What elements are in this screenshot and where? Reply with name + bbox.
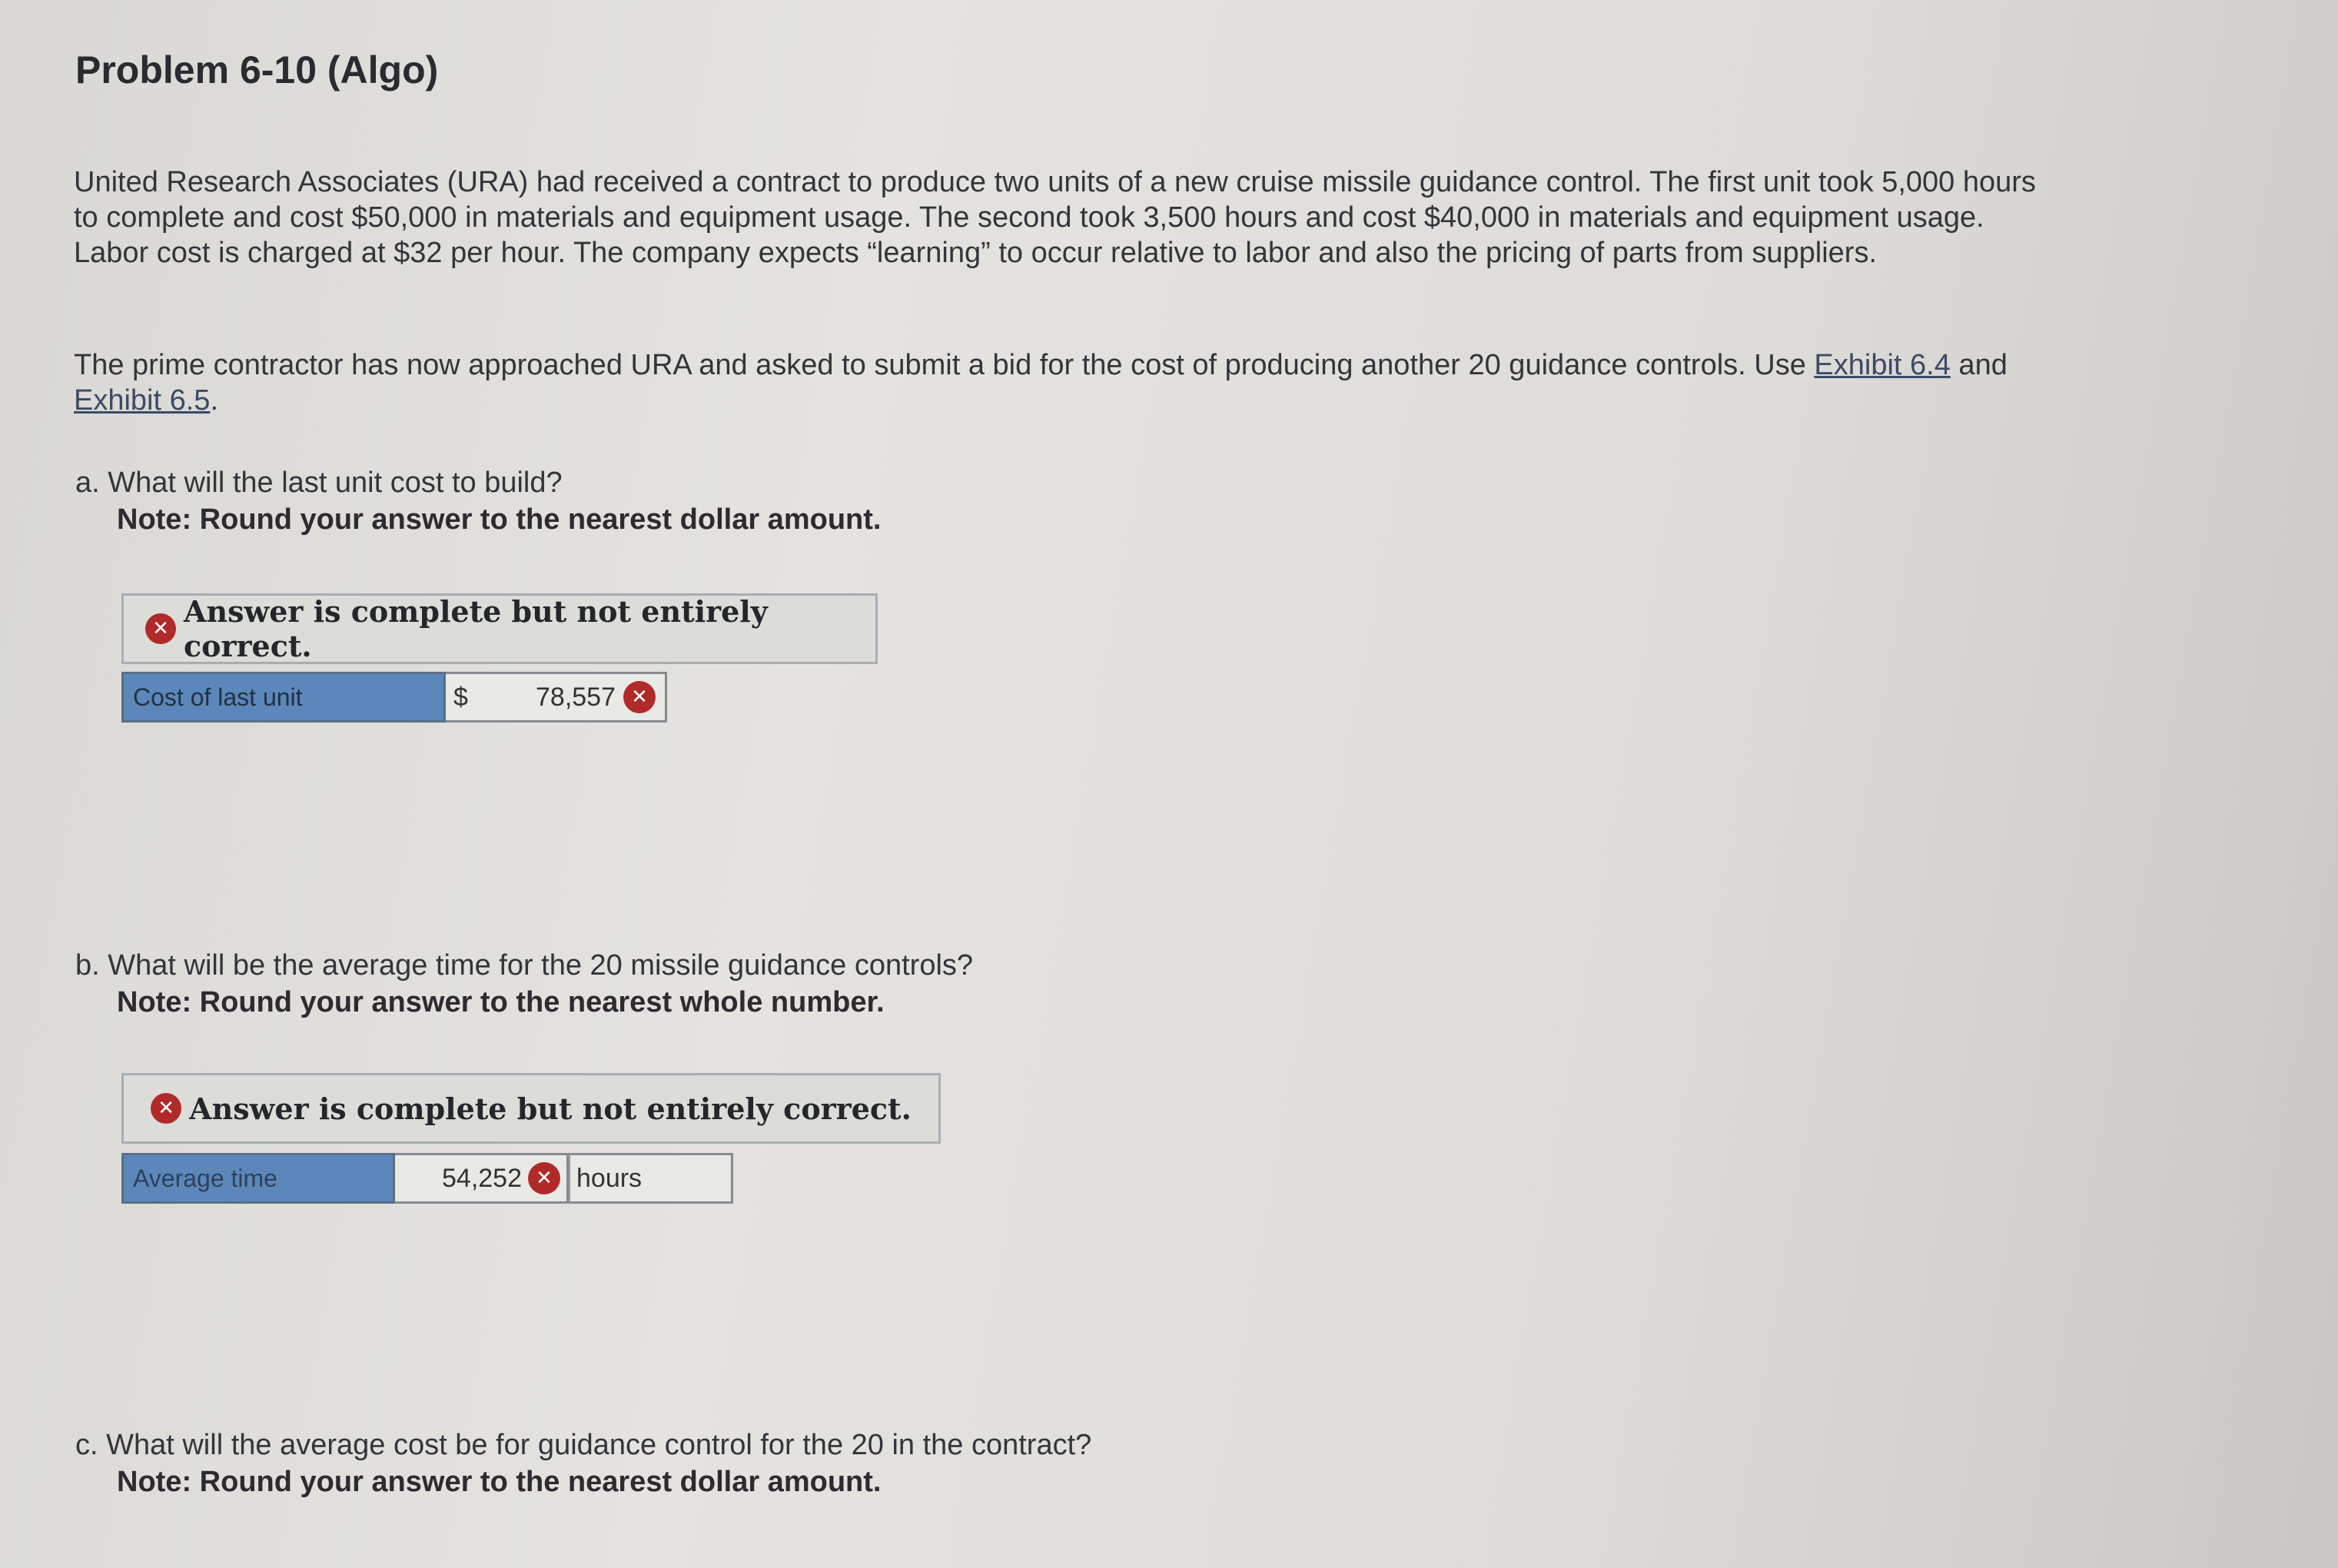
cost-of-last-unit-value: 78,557 xyxy=(536,682,616,712)
x-circle-icon: ✕ xyxy=(151,1093,181,1124)
part-b-note-text: Round your answer to the nearest whole number. xyxy=(191,986,885,1018)
average-time-label: Average time xyxy=(121,1153,395,1204)
part-a-feedback-banner xyxy=(121,593,878,664)
part-c-note-label: Note: xyxy=(117,1466,192,1498)
part-a-note xyxy=(117,501,881,538)
cost-of-last-unit-label: Cost of last unit xyxy=(121,672,446,723)
instructions-period: . xyxy=(210,384,219,417)
intro-paragraph: United Research Associates (URA) had received a contract to produce two units of a new cruise missile guidance control. The first unit took 5,000 hours to complete and cost $50,000 in materials and equipment usage. The second took 3,500 hours and cost $40,000 in materials and equipment usage. Labor cost is charged at $32 per hour. The company expects “learning” to occur relative to labor and also the pricing of parts from suppliers. xyxy=(74,166,2036,269)
x-circle-icon: ✕ xyxy=(528,1162,560,1194)
average-time-value: 54,252 xyxy=(442,1163,522,1193)
part-a-note-text: Round your answer to the nearest dollar amount. xyxy=(191,503,882,536)
part-c-question xyxy=(75,1427,1091,1500)
x-circle-icon: ✕ xyxy=(623,681,656,713)
problem-title: Problem 6-10 (Algo) xyxy=(75,48,439,91)
part-c-note xyxy=(117,1463,1091,1500)
part-b-question-text: b. What will be the average time for the 20 missile guidance controls? xyxy=(75,949,974,982)
instructions-text: The prime contractor has now approached URA and asked to submit a bid for the cost of producing another 20 guidance controls. Use xyxy=(74,349,1815,381)
part-a-question xyxy=(75,464,881,538)
part-b-feedback-text: Answer is complete but not entirely correct. xyxy=(189,1091,912,1126)
instructions-paragraph xyxy=(74,347,2057,418)
cost-of-last-unit-input[interactable] xyxy=(446,672,667,723)
exhibit-6-4-link[interactable]: Exhibit 6.4 xyxy=(1814,349,1951,381)
part-b-note xyxy=(117,984,973,1021)
part-a-question-text: a. What will the last unit cost to build? xyxy=(75,467,563,499)
part-c-question-text: c. What will the average cost be for guidance control for the 20 in the contract? xyxy=(75,1429,1092,1461)
part-b-question xyxy=(75,947,973,1021)
part-c-note-text: Round your answer to the nearest dollar amount. xyxy=(191,1466,882,1498)
part-a-note-label: Note: xyxy=(117,503,192,536)
exhibit-6-5-link[interactable]: Exhibit 6.5 xyxy=(74,384,211,417)
currency-symbol: $ xyxy=(453,682,468,712)
part-b-note-label: Note: xyxy=(117,986,192,1018)
part-b-feedback-banner xyxy=(121,1073,941,1144)
part-a-feedback-text: Answer is complete but not entirely correct. xyxy=(184,594,768,663)
instructions-and-text: and xyxy=(1950,349,2008,381)
part-b-answer-row xyxy=(121,1153,733,1204)
part-a-answer-row xyxy=(121,672,667,723)
hours-unit-label: hours xyxy=(569,1153,733,1204)
average-time-input[interactable] xyxy=(395,1153,569,1204)
x-circle-icon: ✕ xyxy=(145,613,176,644)
